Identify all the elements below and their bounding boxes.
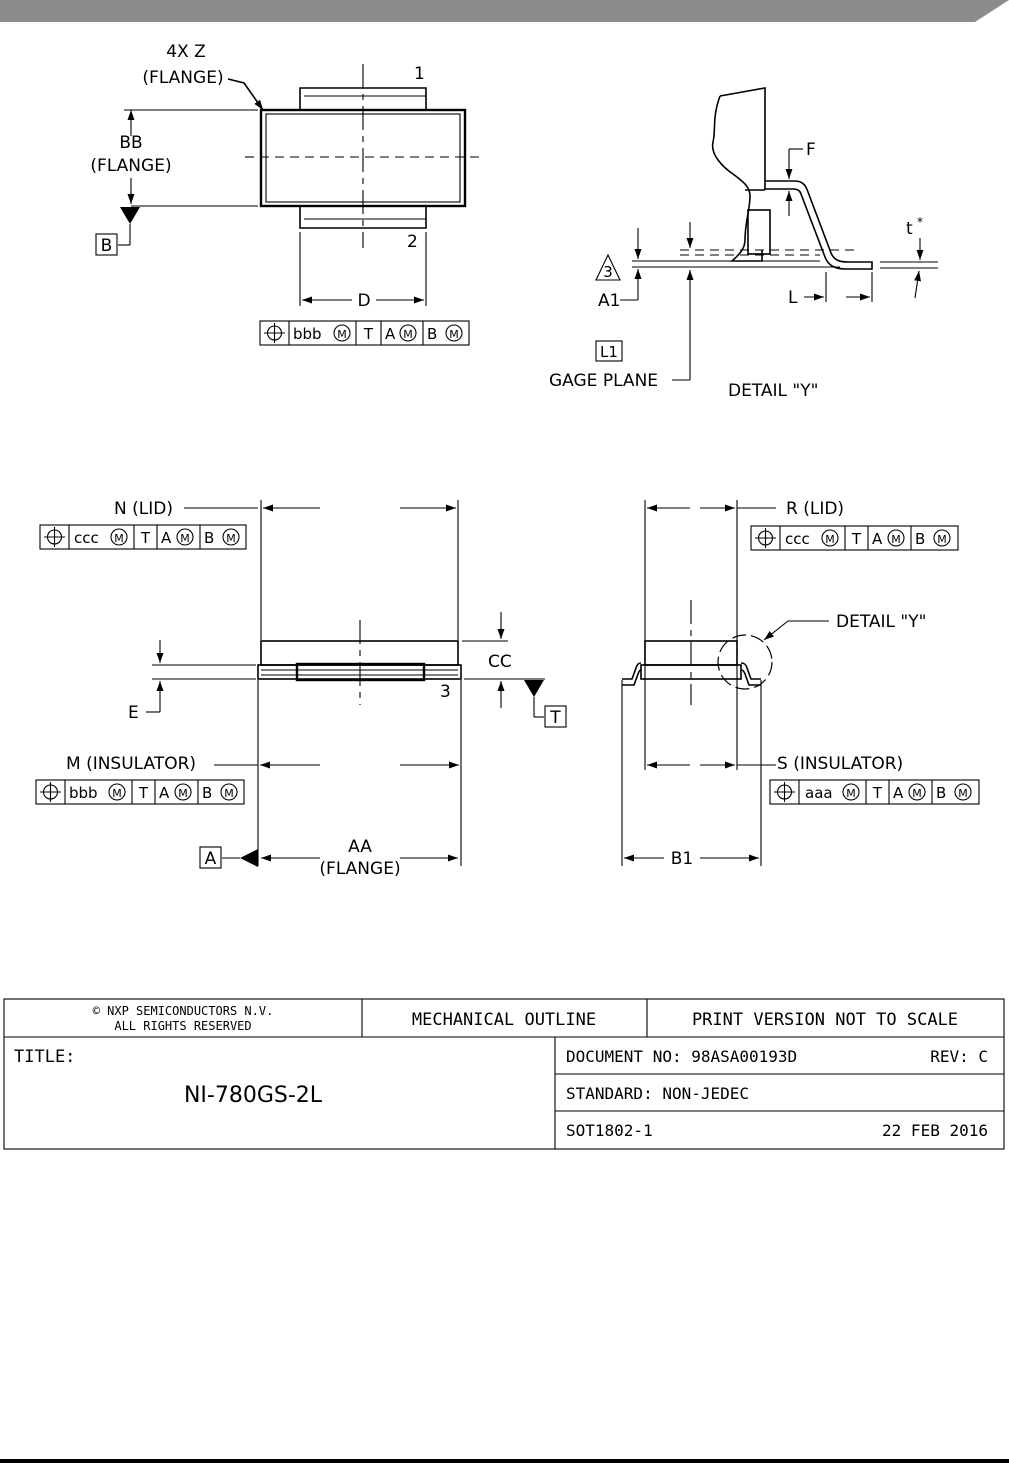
front-view xyxy=(36,499,566,879)
fcf-m-frame xyxy=(36,780,244,804)
svg-text:M: M xyxy=(846,787,856,800)
copyright-line-2: ALL RIGHTS RESERVED xyxy=(114,1019,252,1033)
fcf-d-datum-3: B xyxy=(427,325,438,343)
document-number: DOCUMENT NO: 98ASA00193D xyxy=(566,1047,798,1066)
pin-2-label: 2 xyxy=(407,232,418,252)
datum-a-label: A xyxy=(204,849,217,869)
fcf-n-datum-2: A xyxy=(161,529,172,547)
print-note: PRINT VERSION NOT TO SCALE xyxy=(691,1010,959,1030)
standard: STANDARD: NON-JEDEC xyxy=(566,1084,750,1103)
svg-text:M: M xyxy=(180,532,190,545)
detail-y-circle xyxy=(718,635,772,689)
bb-label: BB xyxy=(119,133,143,153)
dim-l-label: L xyxy=(788,288,798,308)
dim-f-label: F xyxy=(806,140,816,160)
note-3-label: 3 xyxy=(603,263,613,281)
top-view xyxy=(90,42,485,345)
svg-text:M: M xyxy=(112,787,122,800)
dim-t-label: t xyxy=(906,219,913,239)
title-label: TITLE: xyxy=(14,1047,76,1067)
fcf-r-datum-1: T xyxy=(851,530,862,548)
flange-z-label: 4X Z xyxy=(166,42,206,62)
fcf-s-datum-2: A xyxy=(893,784,904,802)
fcf-s-datum-3: B xyxy=(936,784,947,802)
fcf-s-frame xyxy=(770,780,979,804)
dim-cc-label: CC xyxy=(488,652,512,672)
fcf-d-frame xyxy=(260,321,469,345)
fcf-r-frame xyxy=(751,526,958,550)
svg-text:M: M xyxy=(178,787,188,800)
svg-text:M: M xyxy=(449,328,459,341)
outline-type: MECHANICAL OUTLINE xyxy=(411,1010,597,1030)
svg-text:M: M xyxy=(937,533,947,546)
dim-b1-label: B1 xyxy=(670,849,694,869)
fcf-r-tolerance: ccc xyxy=(785,530,810,548)
title-block xyxy=(4,999,1004,1149)
svg-text:M: M xyxy=(912,787,922,800)
copyright-line-1: © NXP SEMICONDUCTORS N.V. xyxy=(92,1004,274,1018)
fcf-d-datum-1: T xyxy=(363,325,374,343)
svg-text:M: M xyxy=(226,532,236,545)
fcf-n-frame xyxy=(40,525,246,549)
fcf-m-datum-2: A xyxy=(159,784,170,802)
fcf-s-tolerance: aaa xyxy=(805,784,833,802)
issue-date: 22 FEB 2016 xyxy=(882,1121,988,1140)
fcf-m-tolerance: bbb xyxy=(69,784,98,802)
side-view xyxy=(622,499,979,869)
dim-l1-label: L1 xyxy=(600,343,618,361)
dim-a1-label: A1 xyxy=(598,291,621,311)
svg-text:M: M xyxy=(403,328,413,341)
datum-t-label: T xyxy=(550,708,561,728)
dim-d-label: D xyxy=(357,291,371,311)
fcf-r-datum-2: A xyxy=(872,530,883,548)
fcf-n-datum-3: B xyxy=(204,529,215,547)
fcf-n-tolerance: ccc xyxy=(74,529,99,547)
svg-text:M: M xyxy=(825,533,835,546)
bb-sublabel: (FLANGE) xyxy=(90,156,172,176)
fcf-m-datum-1: T xyxy=(138,784,149,802)
detail-y-title: DETAIL "Y" xyxy=(728,381,819,401)
datum-b-label: B xyxy=(100,236,113,256)
n-lid-label: N (LID) xyxy=(114,499,173,519)
pin-3-label: 3 xyxy=(440,682,451,702)
package-title: NI-780GS-2L xyxy=(183,1083,323,1108)
detail-y-callout: DETAIL "Y" xyxy=(836,612,927,632)
fcf-s-datum-1: T xyxy=(872,784,883,802)
r-lid-label: R (LID) xyxy=(786,499,845,519)
fcf-m-datum-3: B xyxy=(202,784,213,802)
s-insulator-label: S (INSULATOR) xyxy=(777,754,904,774)
svg-text:M: M xyxy=(114,532,124,545)
m-insulator-label: M (INSULATOR) xyxy=(66,754,197,774)
footer-rule xyxy=(0,1459,1009,1463)
package-code: SOT1802-1 xyxy=(566,1121,653,1140)
gage-plane-label: GAGE PLANE xyxy=(549,371,659,391)
pin-1-label: 1 xyxy=(414,64,425,84)
svg-text:*: * xyxy=(917,215,923,229)
datum-a-triangle xyxy=(240,849,258,867)
svg-text:M: M xyxy=(958,787,968,800)
fcf-n-datum-1: T xyxy=(140,529,151,547)
aa-label: AA xyxy=(348,837,372,857)
fcf-r-datum-3: B xyxy=(915,530,926,548)
detail-y-view xyxy=(549,88,938,401)
flange-z-sublabel: (FLANGE) xyxy=(142,68,224,88)
datum-b-triangle xyxy=(120,207,140,224)
svg-text:M: M xyxy=(891,533,901,546)
aa-sublabel: (FLANGE) xyxy=(319,859,401,879)
revision: REV: C xyxy=(930,1047,988,1066)
fcf-d-tolerance: bbb xyxy=(293,325,322,343)
fcf-d-datum-2: A xyxy=(385,325,396,343)
dim-e-label: E xyxy=(128,703,139,723)
datum-t-triangle xyxy=(524,680,544,697)
svg-text:M: M xyxy=(224,787,234,800)
svg-text:M: M xyxy=(337,328,347,341)
